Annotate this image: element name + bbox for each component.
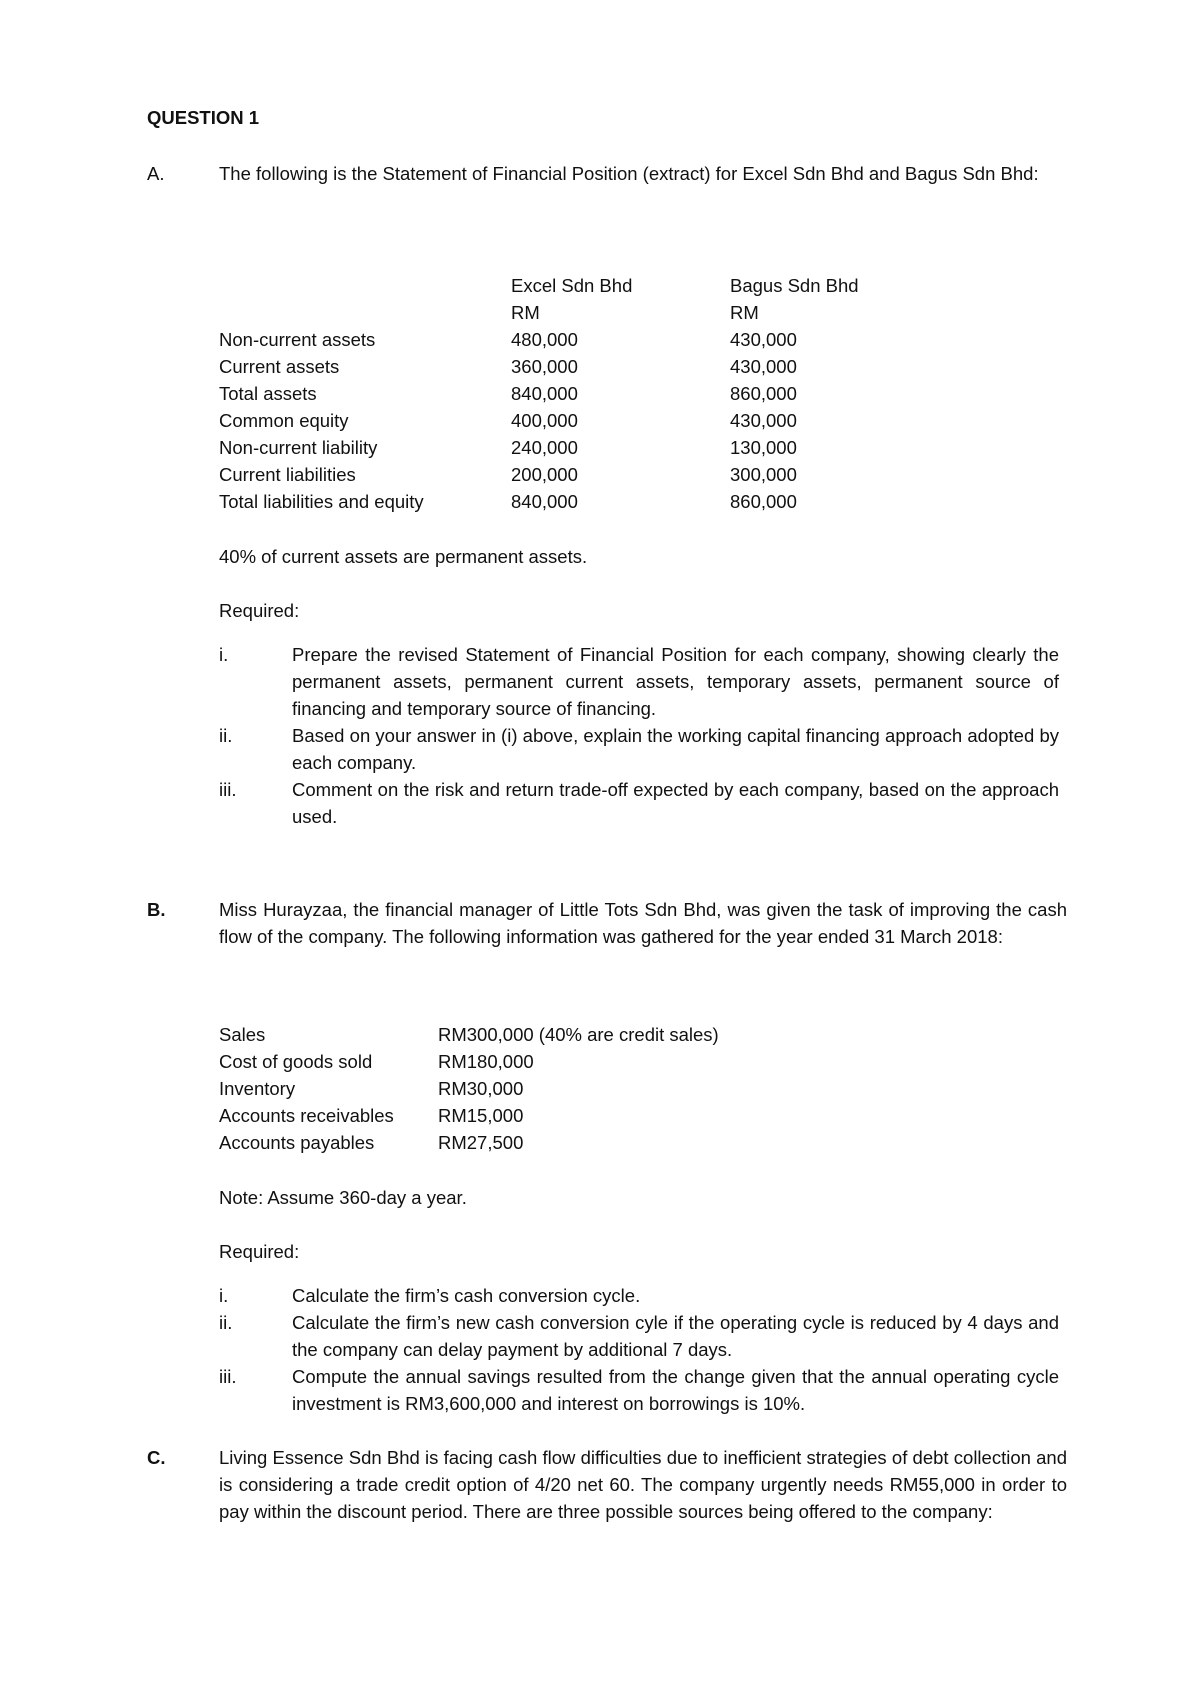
list-item [219, 776, 1059, 830]
table-row [219, 1129, 919, 1156]
unit-bagus: RM [730, 302, 759, 323]
row-excel-value: 240,000 [511, 437, 578, 458]
item-text: Calculate the firm’s cash conversion cycle. [292, 1285, 641, 1306]
header-bagus: Bagus Sdn Bhd [730, 275, 859, 296]
table-row [219, 407, 919, 434]
row-excel-value: 840,000 [511, 491, 578, 512]
row-excel-value: 840,000 [511, 383, 578, 404]
row-label: Total assets [219, 383, 317, 404]
row-excel-value: 400,000 [511, 410, 578, 431]
row-label: Current liabilities [219, 464, 356, 485]
section-c-letter: C. [147, 1447, 166, 1468]
row-excel-value: 360,000 [511, 356, 578, 377]
item-number: i. [219, 644, 229, 665]
row-label: Current assets [219, 356, 340, 377]
row-label: Accounts payables [219, 1132, 375, 1153]
item-number: ii. [219, 1312, 233, 1333]
table-row [219, 461, 919, 488]
table-row [219, 1048, 919, 1075]
item-text: Based on your answer in (i) above, explain the working capital financing approach adopted by each company. [292, 725, 1059, 773]
row-value: RM27,500 [438, 1132, 524, 1153]
row-bagus-value: 430,000 [730, 329, 797, 350]
section-a-note: 40% of current assets are permanent assets. [219, 546, 588, 567]
section-b-intro-text: Miss Hurayzaa, the financial manager of Little Tots Sdn Bhd, was given the task of improving the cash flow of the company. The following information was gathered for the year ended 31 March 2018: [219, 899, 1067, 947]
item-text: Calculate the firm’s new cash conversion cyle if the operating cycle is reduced by 4 days and the company can delay payment by additional 7 days. [292, 1312, 1059, 1360]
list-item [219, 1309, 1059, 1363]
table-row [219, 380, 919, 407]
section-b-note: Note: Assume 360-day a year. [219, 1187, 467, 1208]
list-item [219, 722, 1059, 776]
section-b-intro [147, 896, 1067, 950]
table-row [219, 1075, 919, 1102]
question-title: QUESTION 1 [147, 107, 260, 128]
item-text: Comment on the risk and return trade-off expected by each company, based on the approach used. [292, 779, 1059, 827]
section-a-letter: A. [147, 163, 165, 184]
row-label: Common equity [219, 410, 349, 431]
item-number: iii. [219, 1366, 237, 1387]
row-label: Inventory [219, 1078, 296, 1099]
table-row [219, 326, 919, 353]
row-label: Non-current assets [219, 329, 376, 350]
row-label: Sales [219, 1024, 266, 1045]
row-value: RM180,000 [438, 1051, 534, 1072]
table-row [219, 353, 919, 380]
row-excel-value: 480,000 [511, 329, 578, 350]
row-bagus-value: 860,000 [730, 383, 797, 404]
row-bagus-value: 130,000 [730, 437, 797, 458]
list-item [219, 1282, 1059, 1309]
row-value: RM300,000 (40% are credit sales) [438, 1024, 719, 1045]
section-c-intro [147, 1444, 1067, 1525]
item-number: i. [219, 1285, 229, 1306]
table-row [219, 1021, 919, 1048]
row-label: Cost of goods sold [219, 1051, 373, 1072]
list-item [219, 1363, 1059, 1417]
row-value: RM15,000 [438, 1105, 524, 1126]
table-row [219, 434, 919, 461]
section-a-intro [147, 160, 1067, 187]
row-bagus-value: 430,000 [730, 410, 797, 431]
row-bagus-value: 860,000 [730, 491, 797, 512]
section-b-required-label: Required: [219, 1241, 300, 1262]
row-bagus-value: 430,000 [730, 356, 797, 377]
table-row [219, 1102, 919, 1129]
table-row [219, 488, 919, 515]
item-text: Prepare the revised Statement of Financial Position for each company, showing clearly the permanent assets, permanent current assets, temporary assets, permanent source of financing and temporary source of financing. [292, 644, 1059, 719]
section-a-intro-text: The following is the Statement of Financial Position (extract) for Excel Sdn Bhd and Bagus Sdn Bhd: [219, 163, 1039, 184]
header-excel: Excel Sdn Bhd [511, 275, 633, 296]
row-value: RM30,000 [438, 1078, 524, 1099]
unit-excel: RM [511, 302, 540, 323]
section-b-letter: B. [147, 899, 166, 920]
row-label: Total liabilities and equity [219, 491, 424, 512]
item-text: Compute the annual savings resulted from the change given that the annual operating cycle investment is RM3,600,000 and interest on borrowings is 10%. [292, 1366, 1059, 1414]
row-label: Accounts receivables [219, 1105, 394, 1126]
list-item [219, 641, 1059, 722]
row-bagus-value: 300,000 [730, 464, 797, 485]
section-a-required-label: Required: [219, 600, 300, 621]
item-number: iii. [219, 779, 237, 800]
row-label: Non-current liability [219, 437, 378, 458]
item-number: ii. [219, 725, 233, 746]
section-c-intro-text: Living Essence Sdn Bhd is facing cash flow difficulties due to inefficient strategies of debt collection and is considering a trade credit option of 4/20 net 60. The company urgently needs RM55,000 in order to pay within the discount period. There are three possible sources being offered to the company: [219, 1447, 1067, 1522]
row-excel-value: 200,000 [511, 464, 578, 485]
